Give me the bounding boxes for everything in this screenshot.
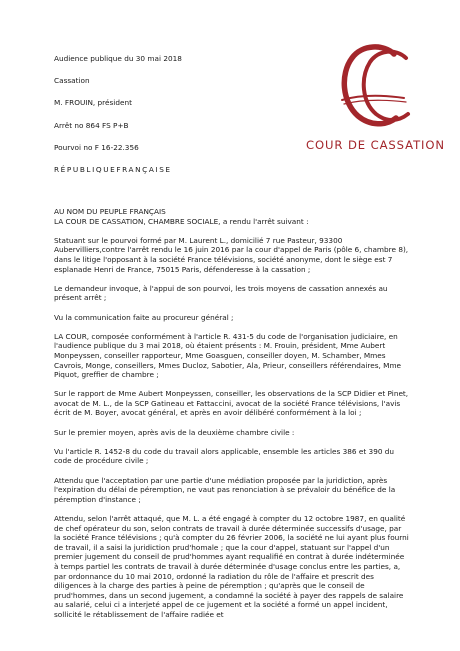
paragraph-communication: Vu la communication faite au procureur général ;	[54, 312, 234, 322]
decision-body	[54, 207, 410, 620]
paragraph-attendu-mediation: Attendu que l'acceptation par une partie d'une médiation proposée par la juridiction, après l'expiration du délai de péremption, ne vaut pas renonciation à se prévaloir du bénéfice de la péremption d'instance ;	[54, 475, 396, 504]
double-c-emblem-icon	[332, 38, 418, 136]
logo-wordmark: COUR DE CASSATION	[306, 138, 445, 152]
paragraph-premier-moyen: Sur le premier moyen, après avis de la deuxième chambre civile :	[54, 427, 295, 437]
pourvoi-number: Pourvoi no F 16-22.356	[54, 142, 139, 152]
arret-number: Arrêt no 864 FS P+B	[54, 120, 129, 130]
cour-de-cassation-logo	[306, 38, 445, 158]
au-nom-line: AU NOM DU PEUPLE FRANÇAIS	[54, 207, 166, 216]
decision-type: Cassation	[54, 76, 90, 86]
chambre-line: LA COUR DE CASSATION, CHAMBRE SOCIALE, a rendu l'arrêt suivant :	[54, 216, 309, 226]
president-line: M. FROUIN, président	[54, 98, 132, 108]
paragraph-rapport: Sur le rapport de Mme Aubert Monpeyssen, conseiller, les observations de la SCP Didier et Pinet, avocat de M. L., de la SCP Gatineau et Fattaccini, avocat de la société France télévisions, l'avis écrit de M. Boyer, avocat général, et après en avoir délibéré conformément à la loi ;	[54, 389, 409, 418]
paragraph-pourvoi: Statuant sur le pourvoi formé par M. Laurent L., domicilié 7 rue Pasteur, 93300 Aubervilliers,contre l'arrêt rendu le 16 juin 2016 par la cour d'appel de Paris (pôle 6, chambre 8), dans le litige l'opposant à la société France télévisions, société anonyme, dont le siège est 7 esplanade Henri de France, 75015 Paris, défenderesse à la cassation ;	[54, 235, 409, 274]
paragraph-composition: LA COUR, composée conformément à l'article R. 431-5 du code de l'organisation judiciaire, en l'audience publique du 3 mai 2018, où étaient présents : M. Frouin, président, Mme Aubert Monpeyssen, conseiller rapporteur, Mme Goasguen, conseiller doyen, M. Schamber, Mmes Cavrois, Monge, conseillers, Mmes Ducloz, Sabotier, Ala, Prieur, conseillers référendaires, Mme Piquot, greffier de chambre ;	[54, 331, 402, 380]
paragraph-attendu-arret: Attendu, selon l'arrêt attaqué, que M. L. a été engagé à compter du 12 octobre 1987, en qualité de chef opérateur du son, selon contrats de travail à durée déterminée successifs d'usage, par la société France télévisions ; qu'à compter du 26 février 2006, la société ne lui ayant plus fourni de travail, il a saisi la juridiction prud'homale ; que la cour d'appel, statuant sur l'appel d'un premier jugement du conseil de prud'hommes ayant requalifié en contrat à durée indéterminée à temps partiel les contrats de travail à durée déterminée d'usage conclus entre les parties, a, par ordonnance du 10 mai 2010, ordonné la radiation du rôle de l'affaire et prescrit des diligences à la charge des parties à peine de péremption ; qu'après que le conseil de prud'hommes, dans un second jugement, a condamné la société à payer des rappels de salaire au salarié, celui ci a interjeté appel de ce jugement et la société a formé un appel incident, sollicité le rétablissement de l'affaire radiée et	[54, 514, 409, 619]
paragraph-vu-article: Vu l'article R. 1452-8 du code du travail alors applicable, ensemble les articles 386 et 390 du code de procédure civile ;	[54, 446, 395, 466]
paragraph-moyens: Le demandeur invoque, à l'appui de son pourvoi, les trois moyens de cassation annexés au présent arrêt ;	[54, 283, 388, 303]
case-header	[54, 54, 284, 175]
republique-heading: RÉPUBLIQUEFRANÇAISE	[54, 164, 172, 174]
audience-date: Audience publique du 30 mai 2018	[54, 54, 182, 63]
